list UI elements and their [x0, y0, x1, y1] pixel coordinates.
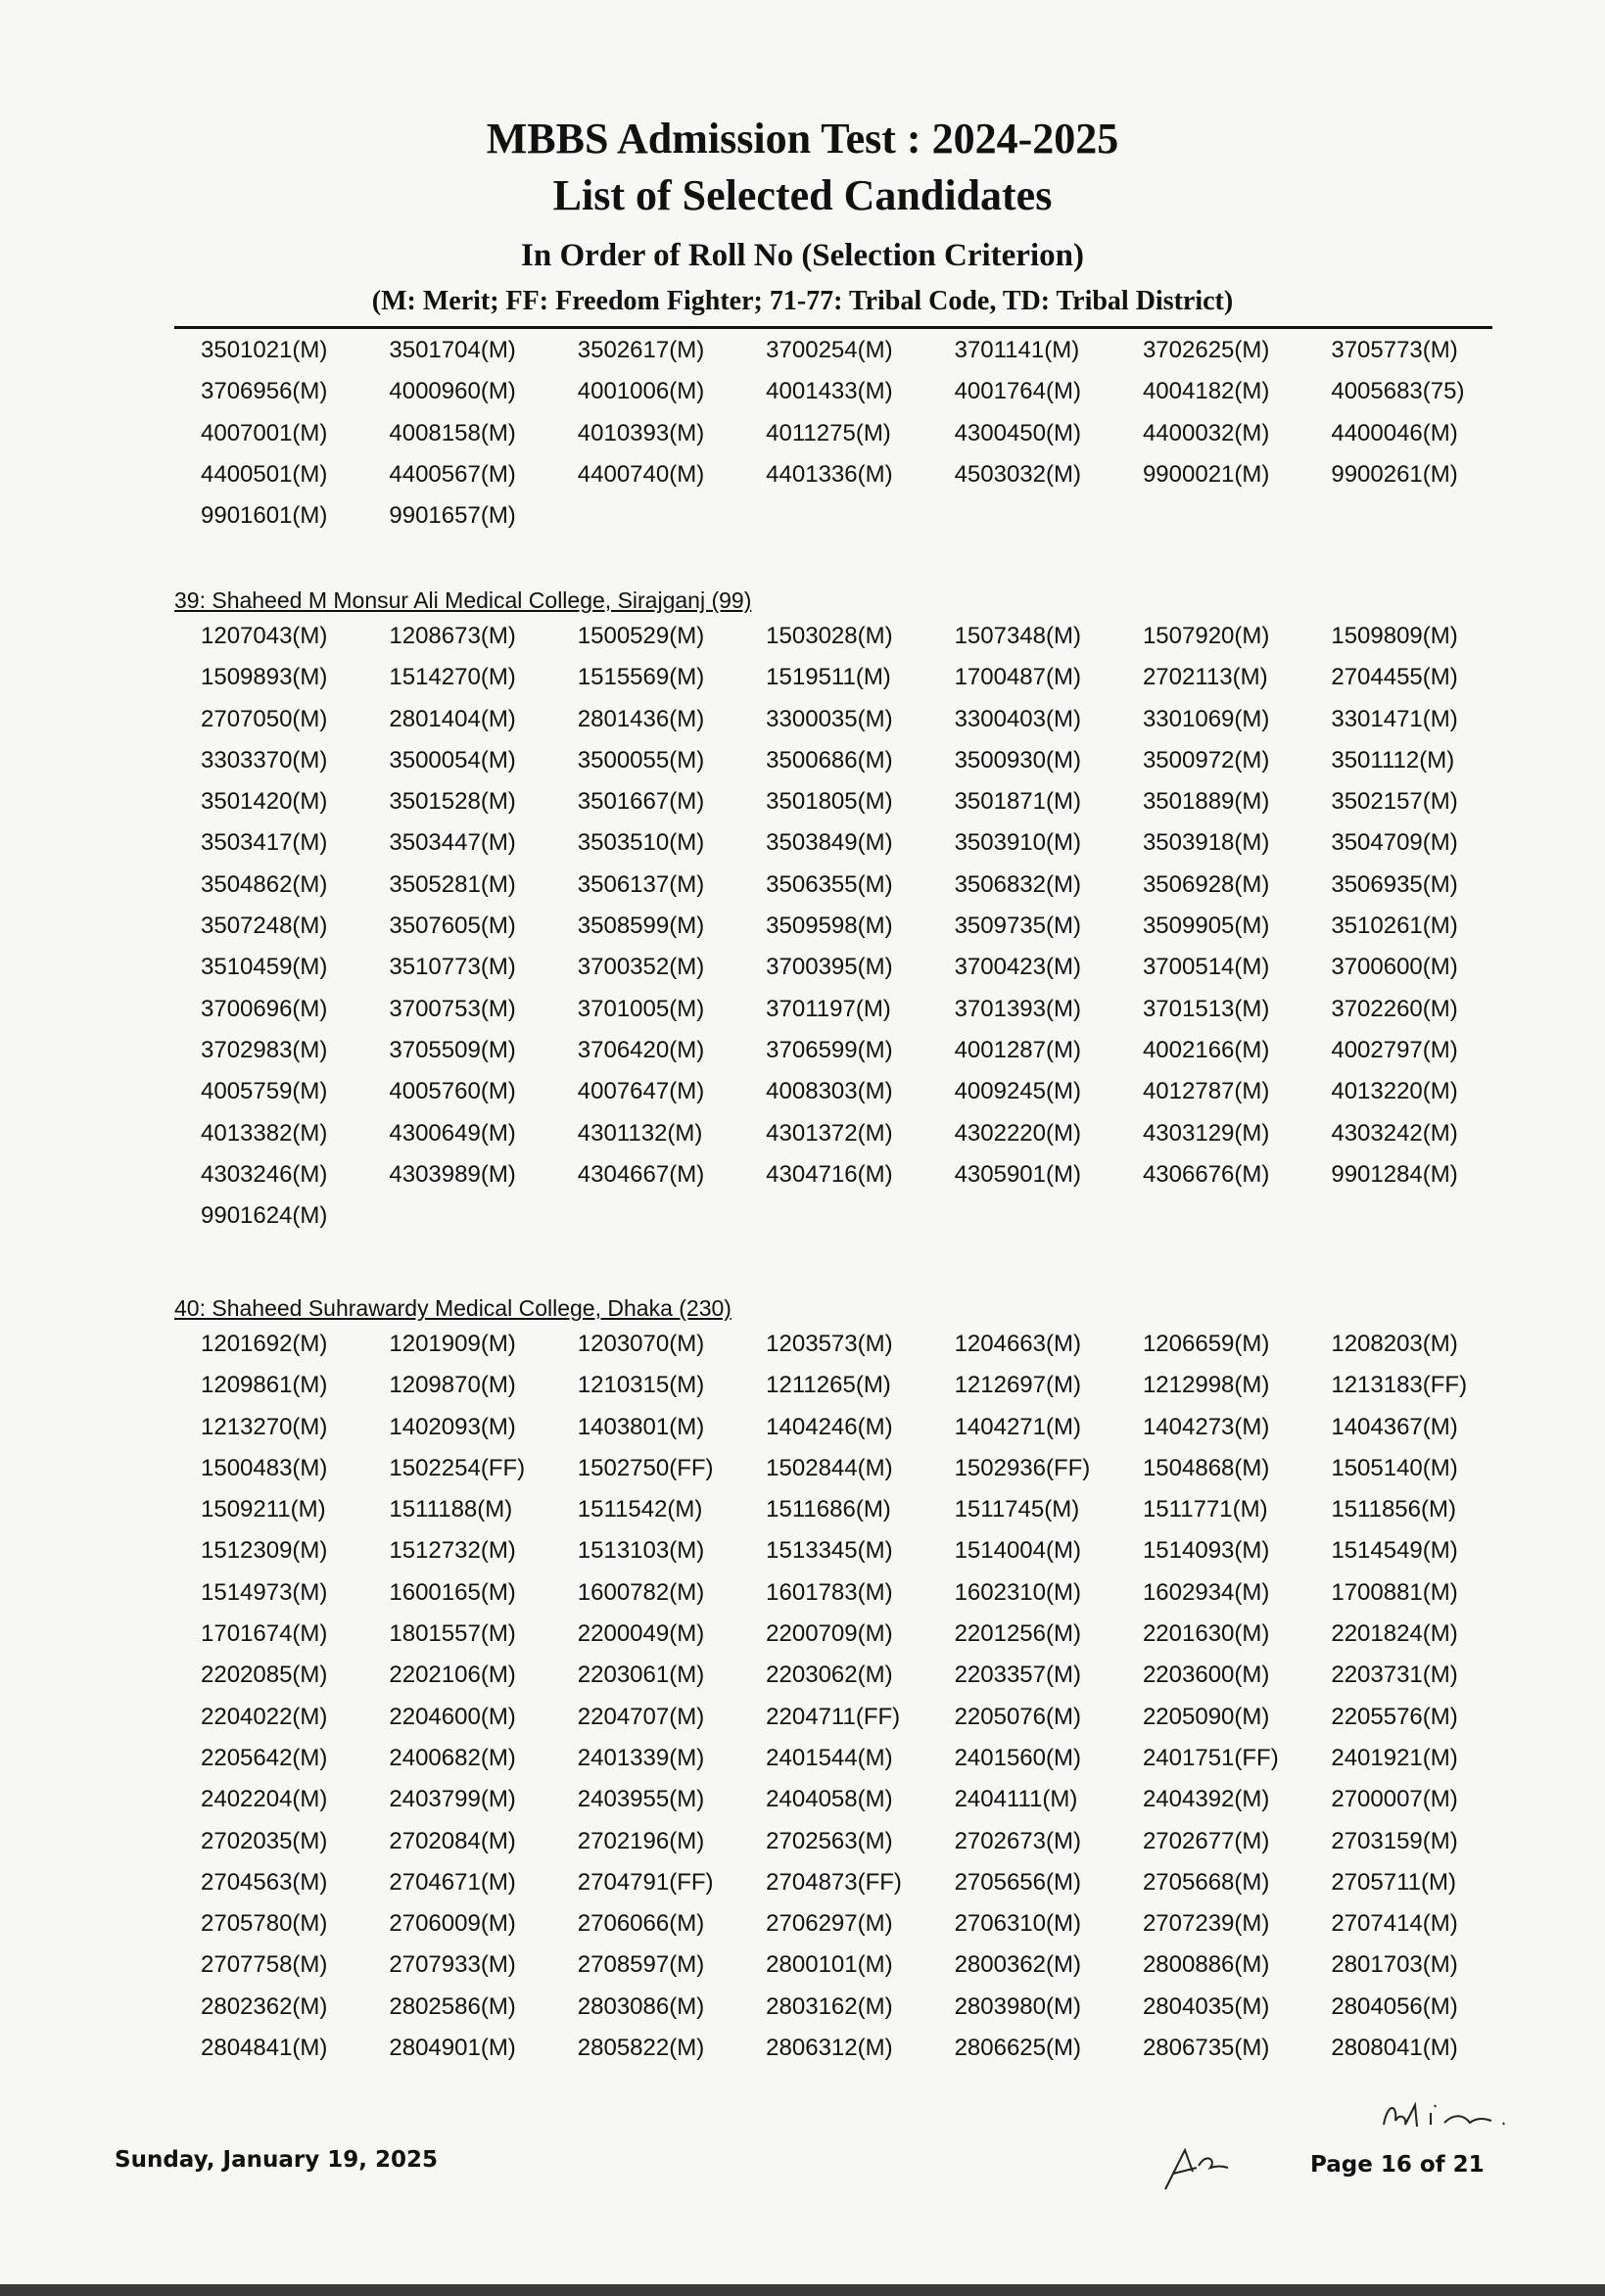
roll-number: 2401339(M) — [577, 1744, 705, 1771]
roll-number: 2204707(M) — [577, 1703, 705, 1730]
roll-number: 9900021(M) — [1142, 460, 1270, 488]
roll-number: 1404271(M) — [954, 1413, 1081, 1440]
roll-number: 1208673(M) — [389, 623, 516, 649]
roll-number: 2702673(M) — [954, 1827, 1081, 1854]
roll-number: 1519511(M) — [766, 664, 891, 691]
roll-number: 1700881(M) — [1331, 1578, 1458, 1606]
roll-number: 2201630(M) — [1142, 1620, 1270, 1648]
roll-number: 9900261(M) — [1331, 460, 1458, 488]
roll-number: 2203731(M) — [1331, 1662, 1458, 1689]
roll-number: 1514004(M) — [954, 1537, 1081, 1565]
roll-number: 3700514(M) — [1142, 954, 1270, 981]
roll-number: 3700600(M) — [1331, 954, 1458, 981]
roll-number: 2800886(M) — [1142, 1951, 1270, 1979]
roll-number: 3500055(M) — [577, 746, 705, 773]
roll-number: 4013382(M) — [201, 1119, 328, 1147]
roll-number: 2804056(M) — [1331, 1992, 1458, 2020]
roll-number: 2704671(M) — [389, 1868, 516, 1896]
roll-number: 1511745(M) — [954, 1496, 1080, 1523]
roll-number: 4303242(M) — [1331, 1119, 1458, 1147]
roll-number: 2806312(M) — [766, 2035, 893, 2062]
roll-number: 2200709(M) — [766, 1620, 893, 1648]
roll-number: 4401336(M) — [766, 460, 893, 488]
roll-number: 3702625(M) — [1142, 337, 1270, 363]
initials-signature — [1156, 2132, 1234, 2201]
roll-number: 4000960(M) — [389, 378, 516, 405]
roll-number: 2707933(M) — [389, 1951, 516, 1979]
roll-number: 4008303(M) — [766, 1078, 893, 1105]
roll-number: 3501805(M) — [766, 788, 893, 816]
roll-number: 2205576(M) — [1331, 1703, 1458, 1730]
roll-number: 4011275(M) — [766, 419, 891, 446]
roll-number: 3509735(M) — [954, 913, 1081, 940]
roll-number: 4001764(M) — [954, 378, 1081, 405]
roll-number: 2203357(M) — [954, 1662, 1081, 1689]
roll-number: 3706599(M) — [766, 1036, 893, 1063]
roll-number: 4009245(M) — [954, 1078, 1081, 1105]
roll-number: 3503417(M) — [201, 829, 328, 857]
roll-number: 1500483(M) — [201, 1454, 328, 1481]
roll-number: 3510261(M) — [1331, 913, 1458, 940]
roll-number: 1511856(M) — [1331, 1496, 1456, 1523]
roll-number: 3702260(M) — [1331, 995, 1458, 1022]
roll-number: 3303370(M) — [201, 746, 328, 773]
roll-number: 3507248(M) — [201, 913, 328, 940]
roll-number: 3510773(M) — [389, 954, 516, 981]
roll-number: 2804901(M) — [389, 2035, 516, 2062]
legend-note: (M: Merit; FF: Freedom Fighter; 71-77: Tribal Code, TD: Tribal District) — [371, 286, 1234, 316]
roll-number: 1514549(M) — [1331, 1537, 1458, 1565]
roll-number: 4400501(M) — [201, 460, 328, 488]
roll-number: 4001433(M) — [766, 378, 893, 405]
roll-number: 2203061(M) — [577, 1662, 705, 1689]
roll-number: 1514973(M) — [201, 1578, 328, 1606]
roll-number: 1514093(M) — [1142, 1537, 1270, 1565]
roll-number: 4300450(M) — [954, 419, 1081, 446]
roll-number: 3505281(M) — [389, 870, 516, 898]
roll-number: 2704791(FF) — [577, 1868, 714, 1896]
roll-number: 2707050(M) — [201, 705, 328, 732]
roll-number: 2201256(M) — [954, 1620, 1081, 1648]
roll-number: 1201692(M) — [201, 1331, 328, 1357]
roll-number: 2202085(M) — [201, 1662, 328, 1689]
roll-number: 4005683(75) — [1331, 378, 1465, 405]
roll-number: 3706956(M) — [201, 378, 328, 405]
ordering-note: In Order of Roll No (Selection Criterion) — [521, 238, 1084, 273]
roll-number: 3507605(M) — [389, 913, 516, 940]
roll-number: 1211265(M) — [766, 1372, 891, 1399]
roll-number: 3705773(M) — [1331, 337, 1458, 363]
roll-number: 1511542(M) — [577, 1496, 703, 1523]
roll-number: 2702677(M) — [1142, 1827, 1270, 1854]
roll-grid — [201, 616, 1492, 1237]
roll-number: 2204022(M) — [201, 1703, 328, 1730]
section-39 — [174, 585, 1492, 1237]
page-edge — [0, 2284, 1605, 2296]
roll-number: 1512732(M) — [389, 1537, 516, 1565]
roll-number: 9901601(M) — [201, 502, 328, 530]
roll-number: 1502844(M) — [766, 1454, 893, 1481]
roll-number: 3300403(M) — [954, 705, 1081, 732]
roll-number: 2201824(M) — [1331, 1620, 1458, 1648]
roll-number: 3501667(M) — [577, 788, 705, 816]
roll-number: 2800101(M) — [766, 1951, 893, 1979]
roll-number: 2705656(M) — [954, 1868, 1081, 1896]
roll-number: 1509893(M) — [201, 664, 328, 691]
roll-number: 4001287(M) — [954, 1036, 1081, 1063]
roll-number: 3504709(M) — [1331, 829, 1458, 857]
roll-number: 2801436(M) — [577, 705, 705, 732]
roll-number: 4010393(M) — [577, 419, 705, 446]
roll-number: 1209861(M) — [201, 1372, 328, 1399]
roll-number: 3506832(M) — [954, 870, 1081, 898]
college-heading: 39: Shaheed M Monsur Ali Medical College, Sirajganj (99) — [174, 587, 752, 613]
roll-number: 1206659(M) — [1142, 1331, 1270, 1357]
roll-number: 2403955(M) — [577, 1786, 705, 1813]
roll-number: 1801557(M) — [389, 1620, 516, 1648]
roll-number: 4005759(M) — [201, 1078, 328, 1105]
document-title: MBBS Admission Test : 2024-2025 — [486, 115, 1119, 163]
roll-number: 3700696(M) — [201, 995, 328, 1022]
roll-number: 1701674(M) — [201, 1620, 328, 1648]
roll-number: 4007647(M) — [577, 1078, 705, 1105]
roll-number: 4304667(M) — [577, 1160, 705, 1188]
roll-number: 9901624(M) — [201, 1202, 328, 1230]
roll-number: 3701197(M) — [766, 995, 891, 1022]
roll-number: 1404246(M) — [766, 1413, 893, 1440]
roll-number: 2802586(M) — [389, 1992, 516, 2020]
roll-number: 3301471(M) — [1331, 705, 1458, 732]
roll-number: 4400567(M) — [389, 460, 516, 488]
roll-number: 1512309(M) — [201, 1537, 328, 1565]
roll-number: 4503032(M) — [954, 460, 1081, 488]
roll-number: 2401560(M) — [954, 1744, 1081, 1771]
roll-number: 2707414(M) — [1331, 1910, 1458, 1938]
roll-number: 1208203(M) — [1331, 1331, 1458, 1357]
roll-number: 1700487(M) — [954, 664, 1081, 691]
roll-number: 1511771(M) — [1142, 1496, 1268, 1523]
page-number: Page 16 of 21 — [1310, 2152, 1485, 2178]
roll-number: 2200049(M) — [577, 1620, 705, 1648]
section-40 — [174, 1292, 1492, 2069]
roll-number: 2700007(M) — [1331, 1786, 1458, 1813]
roll-grid — [201, 330, 1492, 537]
roll-number: 2706297(M) — [766, 1910, 893, 1938]
roll-number: 1210315(M) — [577, 1372, 705, 1399]
roll-number: 1600165(M) — [389, 1578, 516, 1606]
roll-number: 1507348(M) — [954, 623, 1081, 649]
roll-number: 1515569(M) — [577, 664, 705, 691]
roll-number: 3700254(M) — [766, 337, 893, 363]
roll-number: 3506355(M) — [766, 870, 893, 898]
roll-number: 1203070(M) — [577, 1331, 705, 1357]
roll-number: 4400046(M) — [1331, 419, 1458, 446]
document-subtitle: List of Selected Candidates — [552, 171, 1053, 219]
roll-number: 3501528(M) — [389, 788, 516, 816]
roll-number: 1502750(FF) — [577, 1454, 714, 1481]
roll-number: 4300649(M) — [389, 1119, 516, 1147]
roll-number: 3706420(M) — [577, 1036, 705, 1063]
roll-number: 1212697(M) — [954, 1372, 1081, 1399]
roll-number: 4004182(M) — [1142, 378, 1270, 405]
roll-number: 1504868(M) — [1142, 1454, 1270, 1481]
roll-number: 3502617(M) — [577, 337, 705, 363]
roll-number: 3501112(M) — [1331, 746, 1455, 773]
roll-number: 4005760(M) — [389, 1078, 516, 1105]
roll-number: 3701393(M) — [954, 995, 1081, 1022]
roll-number: 9901657(M) — [389, 502, 516, 530]
roll-number: 9901284(M) — [1331, 1160, 1458, 1188]
roll-number: 4400032(M) — [1142, 419, 1270, 446]
roll-number: 2403799(M) — [389, 1786, 516, 1813]
roll-number: 3506928(M) — [1142, 870, 1270, 898]
signature — [1376, 2095, 1552, 2144]
roll-number: 1513345(M) — [766, 1537, 893, 1565]
roll-number: 3501021(M) — [201, 337, 328, 363]
roll-number: 2803980(M) — [954, 1992, 1081, 2020]
roll-number: 3509598(M) — [766, 913, 893, 940]
roll-number: 2401544(M) — [766, 1744, 893, 1771]
roll-number: 3504862(M) — [201, 870, 328, 898]
roll-number: 3501889(M) — [1142, 788, 1270, 816]
roll-number: 2404111(M) — [954, 1786, 1078, 1813]
footer-date: Sunday, January 19, 2025 — [115, 2147, 438, 2173]
roll-number: 2203062(M) — [766, 1662, 893, 1689]
roll-number: 3700423(M) — [954, 954, 1081, 981]
roll-number: 2804841(M) — [201, 2035, 328, 2062]
roll-number: 3510459(M) — [201, 954, 328, 981]
roll-number: 2400682(M) — [389, 1744, 516, 1771]
roll-number: 2806735(M) — [1142, 2035, 1270, 2062]
roll-number: 2702035(M) — [201, 1827, 328, 1854]
roll-number: 1514270(M) — [389, 664, 516, 691]
roll-number: 2205090(M) — [1142, 1703, 1270, 1730]
roll-number: 2706066(M) — [577, 1910, 705, 1938]
roll-number: 1213183(FF) — [1331, 1372, 1468, 1399]
roll-number: 2401921(M) — [1331, 1744, 1458, 1771]
roll-number: 1502936(FF) — [954, 1454, 1091, 1481]
roll-number: 4400740(M) — [577, 460, 705, 488]
roll-number: 3500054(M) — [389, 746, 516, 773]
roll-number: 4305901(M) — [954, 1160, 1081, 1188]
roll-number: 3501704(M) — [389, 337, 516, 363]
roll-number: 2706009(M) — [389, 1910, 516, 1938]
roll-number: 4303989(M) — [389, 1160, 516, 1188]
roll-number: 2402204(M) — [201, 1786, 328, 1813]
roll-number: 4007001(M) — [201, 419, 328, 446]
roll-number: 4002797(M) — [1331, 1036, 1458, 1063]
roll-number: 3700395(M) — [766, 954, 893, 981]
roll-number: 2705780(M) — [201, 1910, 328, 1938]
roll-number: 4013220(M) — [1331, 1078, 1458, 1105]
roll-number: 3503447(M) — [389, 829, 516, 857]
roll-number: 1601783(M) — [766, 1578, 893, 1606]
roll-number: 3700352(M) — [577, 954, 705, 981]
roll-number: 1511686(M) — [766, 1496, 891, 1523]
roll-number: 2702563(M) — [766, 1827, 893, 1854]
roll-number: 1511188(M) — [389, 1496, 513, 1523]
roll-number: 3301069(M) — [1142, 705, 1270, 732]
roll-number: 2401751(FF) — [1142, 1744, 1279, 1771]
roll-number: 2801703(M) — [1331, 1951, 1458, 1979]
roll-number: 2804035(M) — [1142, 1992, 1270, 2020]
roll-number: 2706310(M) — [954, 1910, 1081, 1938]
roll-number: 1602934(M) — [1142, 1578, 1270, 1606]
roll-number: 2204711(FF) — [766, 1703, 901, 1730]
roll-number: 2703159(M) — [1331, 1827, 1458, 1854]
roll-number: 4302220(M) — [954, 1119, 1081, 1147]
header-divider — [174, 326, 1492, 329]
roll-number: 1507920(M) — [1142, 623, 1270, 649]
roll-number: 1213270(M) — [201, 1413, 328, 1440]
roll-number: 2806625(M) — [954, 2035, 1081, 2062]
roll-number: 1505140(M) — [1331, 1454, 1458, 1481]
roll-number: 2707758(M) — [201, 1951, 328, 1979]
roll-number: 1402093(M) — [389, 1413, 516, 1440]
roll-number: 3300035(M) — [766, 705, 893, 732]
roll-number: 3506935(M) — [1331, 870, 1458, 898]
roll-number: 4012787(M) — [1142, 1078, 1270, 1105]
roll-number: 1204663(M) — [954, 1331, 1081, 1357]
roll-number: 2702196(M) — [577, 1827, 705, 1854]
roll-number: 3701141(M) — [954, 337, 1080, 363]
roll-number: 1502254(FF) — [389, 1454, 526, 1481]
roll-number: 3502157(M) — [1331, 788, 1458, 816]
roll-number: 3702983(M) — [201, 1036, 328, 1063]
roll-number: 1201909(M) — [389, 1331, 516, 1357]
roll-number: 2404058(M) — [766, 1786, 893, 1813]
roll-number: 2805822(M) — [577, 2035, 705, 2062]
roll-number: 1500529(M) — [577, 623, 705, 649]
roll-number: 1212998(M) — [1142, 1372, 1270, 1399]
roll-number: 1404273(M) — [1142, 1413, 1270, 1440]
roll-number: 2204600(M) — [389, 1703, 516, 1730]
roll-number: 2202106(M) — [389, 1662, 516, 1689]
roll-number: 2203600(M) — [1142, 1662, 1270, 1689]
roll-number: 2808041(M) — [1331, 2035, 1458, 2062]
roll-number: 2704563(M) — [201, 1868, 328, 1896]
roll-number: 2205076(M) — [954, 1703, 1081, 1730]
roll-number: 3501420(M) — [201, 788, 328, 816]
roll-number: 1207043(M) — [201, 623, 328, 649]
roll-number: 2800362(M) — [954, 1951, 1081, 1979]
roll-number: 1600782(M) — [577, 1578, 705, 1606]
roll-number: 4001006(M) — [577, 378, 705, 405]
roll-number: 3701513(M) — [1142, 995, 1270, 1022]
roll-number: 1509809(M) — [1331, 623, 1458, 649]
roll-number: 2802362(M) — [201, 1992, 328, 2020]
roll-number: 2707239(M) — [1142, 1910, 1270, 1938]
roll-number: 2702113(M) — [1142, 664, 1268, 691]
roll-number: 4301132(M) — [577, 1119, 703, 1147]
college-heading: 40: Shaheed Suhrawardy Medical College, Dhaka (230) — [174, 1295, 732, 1321]
roll-number: 3506137(M) — [577, 870, 705, 898]
roll-number: 1403801(M) — [577, 1413, 705, 1440]
roll-number: 2803162(M) — [766, 1992, 893, 2020]
roll-number: 2704455(M) — [1331, 664, 1458, 691]
roll-number: 4002166(M) — [1142, 1036, 1270, 1063]
roll-number: 3701005(M) — [577, 995, 705, 1022]
roll-grid — [201, 1324, 1492, 2069]
roll-number: 4304716(M) — [766, 1160, 893, 1188]
roll-number: 2803086(M) — [577, 1992, 705, 2020]
roll-number: 1203573(M) — [766, 1331, 893, 1357]
roll-number: 1602310(M) — [954, 1578, 1081, 1606]
roll-number: 3503510(M) — [577, 829, 705, 857]
roll-number: 3705509(M) — [389, 1036, 516, 1063]
roll-number: 3500686(M) — [766, 746, 893, 773]
roll-number: 3500930(M) — [954, 746, 1081, 773]
roll-number: 2801404(M) — [389, 705, 516, 732]
roll-number: 3508599(M) — [577, 913, 705, 940]
roll-number: 1404367(M) — [1331, 1413, 1458, 1440]
roll-number: 2404392(M) — [1142, 1786, 1270, 1813]
roll-number: 3500972(M) — [1142, 746, 1270, 773]
roll-number: 1509211(M) — [201, 1496, 326, 1523]
roll-number: 3503910(M) — [954, 829, 1081, 857]
roll-number: 4303129(M) — [1142, 1119, 1270, 1147]
roll-number: 1209870(M) — [389, 1372, 516, 1399]
roll-number: 4303246(M) — [201, 1160, 328, 1188]
roll-number: 4008158(M) — [389, 419, 516, 446]
roll-number: 3503918(M) — [1142, 829, 1270, 857]
roll-number: 3700753(M) — [389, 995, 516, 1022]
roll-number: 2205642(M) — [201, 1744, 328, 1771]
roll-number: 1503028(M) — [766, 623, 893, 649]
roll-number: 2702084(M) — [389, 1827, 516, 1854]
roll-number: 2705668(M) — [1142, 1868, 1270, 1896]
section-continued — [174, 330, 1492, 537]
roll-number: 2705711(M) — [1331, 1868, 1456, 1896]
roll-number: 4301372(M) — [766, 1119, 893, 1147]
roll-number: 3509905(M) — [1142, 913, 1270, 940]
roll-number: 4306676(M) — [1142, 1160, 1270, 1188]
roll-number: 2704873(FF) — [766, 1868, 902, 1896]
roll-number: 3503849(M) — [766, 829, 893, 857]
roll-number: 3501871(M) — [954, 788, 1081, 816]
roll-number: 2708597(M) — [577, 1951, 705, 1979]
roll-number: 1513103(M) — [577, 1537, 705, 1565]
